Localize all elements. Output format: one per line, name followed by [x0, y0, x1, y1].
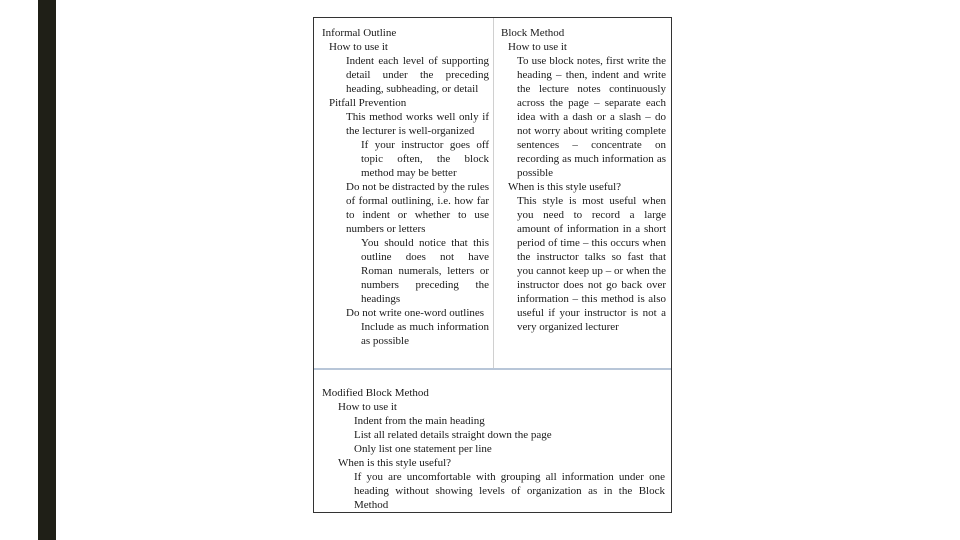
outline-detail: Only list one statement per line: [354, 443, 492, 455]
outline-detail: Do not write one-word outlines: [346, 307, 485, 319]
outline-detail: You should notice that this outline does not have Roman numerals, letters or numbers preceding the headings: [361, 237, 489, 305]
note-taking-methods-document: [313, 17, 672, 513]
informal-outline-section: [322, 26, 489, 348]
subheading: How to use it: [508, 41, 567, 53]
section-heading: Modified Block Method: [322, 387, 429, 399]
outline-detail: If you are uncomfortable with grouping all information under one heading without showing levels of organization as in the Block Method: [354, 471, 665, 511]
modified-block-method-section: [322, 386, 665, 512]
subheading: How to use it: [338, 401, 397, 413]
outline-detail: Do not be distracted by the rules of formal outlining, i.e. how far to indent or whether to use numbers or letters: [346, 181, 489, 235]
outline-detail: This method works well only if the lecturer is well-organized: [346, 111, 489, 137]
subheading: When is this style useful?: [508, 181, 622, 193]
outline-detail: This style is most useful when you need to record a large amount of information in a short period of time – this occurs when the instructor talks so fast that you cannot keep up – or when the instructor does not go back over information – this method is also useful if your instructor is not a very organized lecturer: [517, 195, 666, 333]
section-heading: Informal Outline: [322, 27, 397, 39]
subheading: When is this style useful?: [338, 457, 452, 469]
outline-detail: Indent each level of supporting detail under the preceding heading, subheading, or detail: [346, 55, 489, 95]
section-heading: Block Method: [501, 27, 565, 39]
column-divider: [493, 18, 494, 368]
outline-detail: List all related details straight down the page: [354, 429, 552, 441]
outline-detail: If your instructor goes off topic often, the block method may be better: [361, 139, 489, 179]
section-divider: [314, 368, 671, 370]
block-method-section: [501, 26, 666, 334]
outline-detail: Include as much information as possible: [361, 321, 489, 347]
outline-detail: To use block notes, first write the heading – then, indent and write the lecture notes continuously across the page – separate each idea with a dash or a slash – do not worry about writing complete sentences – concentrate on recording as much information as possible: [517, 55, 666, 179]
outline-detail: Indent from the main heading: [354, 415, 485, 427]
slide-accent-bar: [38, 0, 56, 540]
subheading: How to use it: [329, 41, 388, 53]
subheading: Pitfall Prevention: [329, 97, 407, 109]
